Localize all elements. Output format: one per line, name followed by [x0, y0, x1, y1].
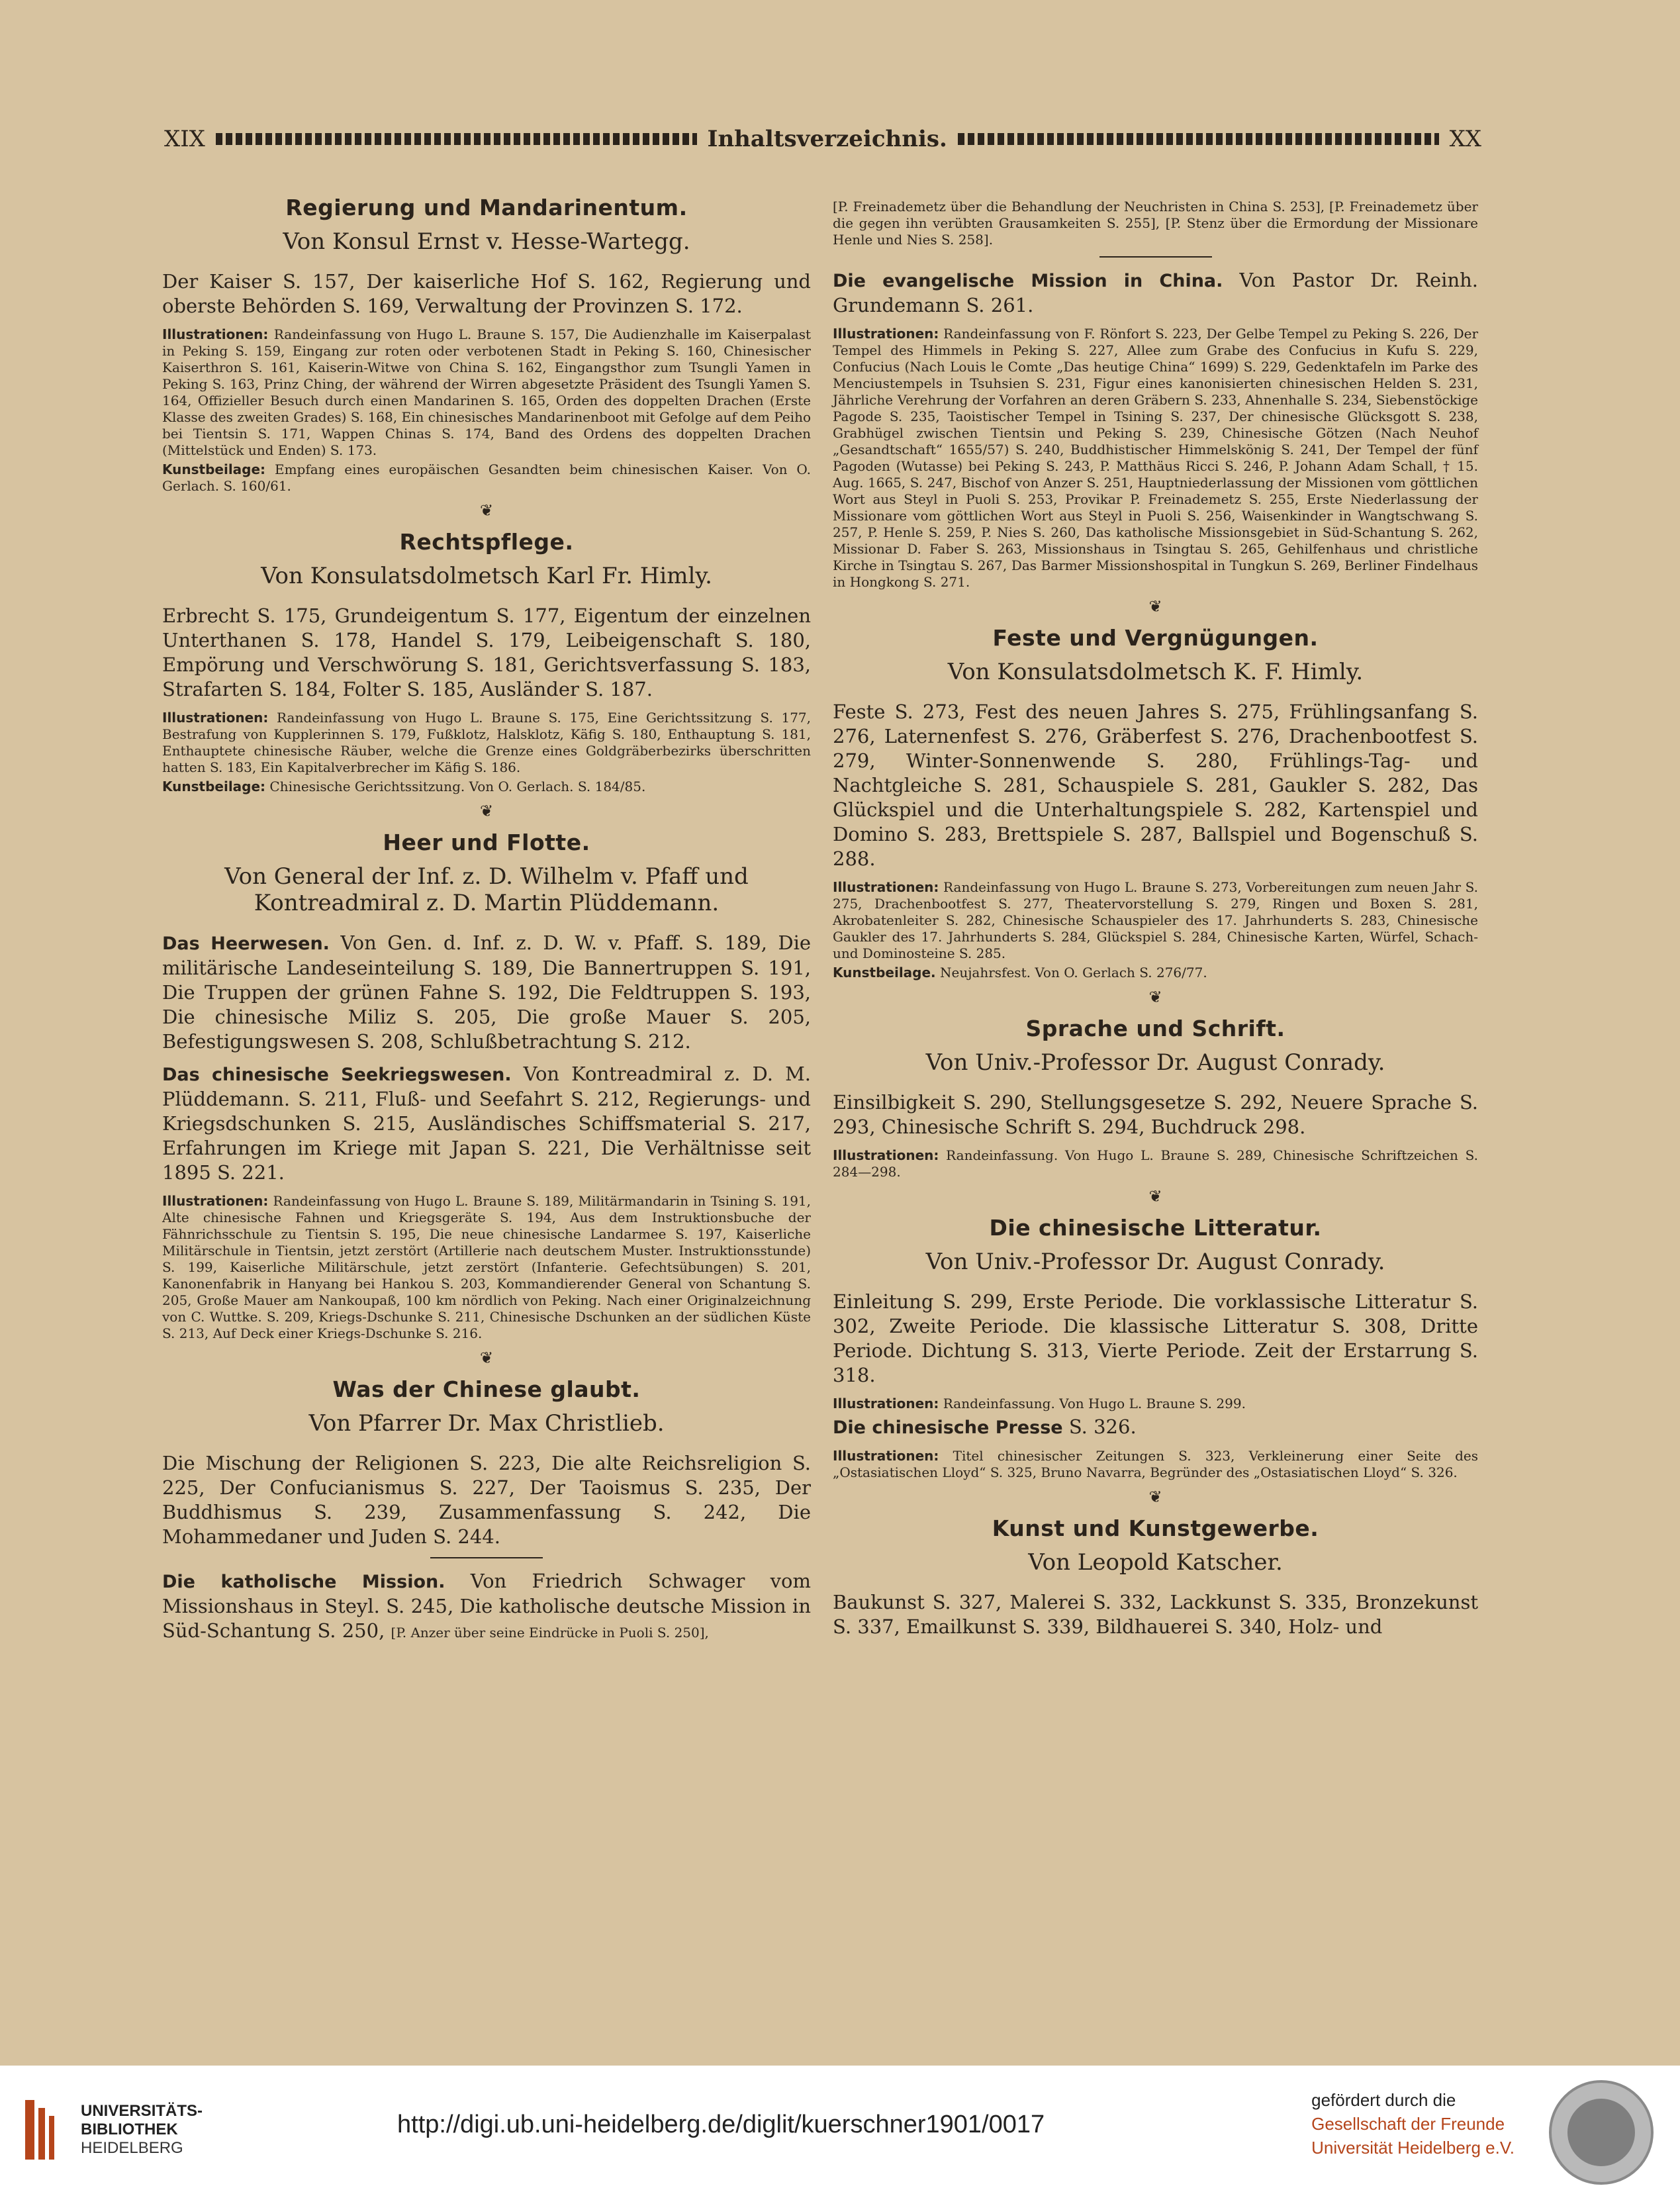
- ornament-separator: ❦: [1148, 988, 1162, 1006]
- sponsor-name-line: Gesellschaft der Freunde: [1311, 2114, 1505, 2134]
- art-supplement-text: Chinesische Gerichtssitzung. Von O. Gerlach. S. 184/85.: [269, 779, 646, 794]
- illustrations-note: [833, 1448, 1478, 1481]
- illustrations-label: Illustrationen:: [833, 879, 939, 895]
- section-body: [162, 1569, 811, 1645]
- section-author: Von Konsulatsdolmetsch K. F. Himly.: [947, 659, 1364, 685]
- running-header: [164, 126, 1481, 152]
- section-author: Von Leopold Katscher.: [1028, 1549, 1283, 1576]
- subsection-text: Von Pastor Dr. Reinh. Grundemann S. 261.: [833, 269, 1479, 316]
- section-author: Von Univ.-Professor Dr. August Conrady.: [925, 1249, 1385, 1275]
- illustrations-label: Illustrationen:: [833, 1147, 939, 1163]
- subsection-title: Die evangelische Mission in China.: [833, 271, 1223, 291]
- section-author: Von Konsul Ernst v. Hesse-Wartegg.: [283, 228, 690, 255]
- illustrations-note: [833, 326, 1478, 591]
- illustrations-label: Illustrationen:: [162, 1193, 269, 1209]
- section-author: Von Univ.-Professor Dr. August Conrady.: [925, 1049, 1385, 1076]
- section-author: Von General der Inf. z. D. Wilhelm v. Pfaff und Kontreadmiral z. D. Martin Plüddemann.: [224, 863, 749, 916]
- section-body: Erbrecht S. 175, Grundeigentum S. 177, Eigentum der einzelnen Unterthanen S. 178, Handel S. 179, Leibeigenschaft S. 180, Empörung und Verschwörung S. 181, Gerichtsverfassung S. 183, Strafarten S. 184, Folter S. 185, Ausländer S. 187.: [162, 604, 811, 700]
- subsection-title: Das Heerwesen.: [162, 933, 330, 954]
- subsection-text: S. 326.: [1068, 1415, 1137, 1438]
- illustrations-text: Randeinfassung von Hugo L. Braune S. 273, Vorbereitungen zum neuen Jahr S. 275, Drachenbootfest S. 277, Theatervorstellung S. 279, Ringen und Boxen S. 281, Akrobatenleiter S. 282, Chinesische Schauspieler des 17. Jahrhunderts S. 283, Chinesische Gaukler des 17. Jahrhunderts S. 284, Glückspiel S. 284, Chinesische Karten, Würfel, Schach- und Dominosteine S. 285.: [833, 879, 1479, 961]
- section-title: Die chinesische Litteratur.: [989, 1215, 1322, 1241]
- section-title: Rechtspflege.: [399, 529, 574, 555]
- section-body: Baukunst S. 327, Malerei S. 332, Lackkunst S. 335, Bronzekunst S. 337, Emailkunst S. 339, Bildhauerei S. 340, Holz- und: [833, 1591, 1478, 1638]
- library-name: [81, 2102, 203, 2158]
- subsection-title: Die katholische Mission.: [162, 1572, 445, 1592]
- section-title: Was der Chinese glaubt.: [332, 1376, 641, 1402]
- right-page-number: XX: [1449, 126, 1482, 152]
- illustrations-note: [162, 326, 811, 459]
- illustrations-label: Illustrationen:: [833, 326, 939, 342]
- illustrations-label: Illustrationen:: [833, 1448, 939, 1464]
- art-supplement-text: Neujahrsfest. Von O. Gerlach S. 276/77.: [940, 965, 1207, 980]
- section-title: Heer und Flotte.: [383, 830, 590, 855]
- subsection-title: Die chinesische Presse: [833, 1417, 1063, 1438]
- illustrations-text: Randeinfassung von F. Rönfort S. 223, Der Gelbe Tempel zu Peking S. 226, Der Tempel des Himmels in Peking S. 227, Allee zum Grabe des Confucius in Kufu S. 229, Confucius (Nach Louis le Comte „Das heutige China“ 1699) S. 229, Gedenktafeln im Parke des Menciustempels in Tsuhsien S. 231, Figur eines kanonisierten chinesischen Helden S. 231, Jährliche Verehrung der Vorfahren an deren Gräbern S. 233, Ahnenhalle S. 234, Siebenstöckige Pagode S. 235, Taoistischer Tempel in Tsining S. 237, Der chinesische Glücksgott S. 238, Grabhügel zwischen Tientsin und Peking S. 239, Chinesische Götzen (Nach Neuhof „Gesandtschaft“ 1655/57) S. 240, Buddhistischer Himmelskönig S. 241, Der Tempel der fünf Pagoden (Wutasse) bei Peking S. 243, P. Matthäus Ricci S. 246, P. Johann Adam Schall, † 15. Aug. 1665, S. 247, Bischof von Anzer S. 251, Hauptniederlassung der Missionen vom göttlichen Wort aus Steyl in Puoli S. 253, Provikar P. Freinademetz S. 255, Erste Niederlassung der Missionare vom göttlichen Wort aus Steyl in Puoli S. 256, Waisenkinder in Wangtschwang S. 257, P. Henle S. 259, P. Nies S. 260, Das katholische Missionsgebiet in Süd-Schantung S. 262, Missionar D. Faber S. 263, Missionshaus in Tsingtau S. 265, Gehilfenhaus und christliche Kirche in Tsingtau S. 267, Das Barmer Missionshospital in Tungkun S. 269, Berliner Findelhaus in Hongkong S. 271.: [833, 326, 1478, 590]
- ornament-separator: ❦: [1148, 1488, 1162, 1506]
- section-body: Der Kaiser S. 157, Der kaiserliche Hof S. 162, Regierung und oberste Behörden S. 169, Verwaltung der Provinzen S. 172.: [162, 270, 811, 317]
- section-title: Kunst und Kunstgewerbe.: [992, 1515, 1319, 1541]
- illustrations-note: [162, 1193, 811, 1342]
- divider-rule: [1099, 256, 1212, 258]
- illustrations-note: [833, 1396, 1478, 1412]
- section-body: [162, 931, 811, 1054]
- library-logo-icon: [19, 2093, 65, 2166]
- illustrations-note: [833, 1147, 1478, 1180]
- library-name-line: BIBLIOTHEK: [81, 2121, 178, 2138]
- illustrations-label: Illustrationen:: [833, 1396, 939, 1411]
- art-supplement-note: [162, 461, 811, 495]
- subsection-text: Von Friedrich Schwager vom Missionshaus in Steyl. S. 245, Die katholische deutsche Mission in Süd-Schantung S. 250,: [162, 1570, 811, 1642]
- subsection-text: Von Kontreadmiral z. D. M. Plüddemann. S. 211, Fluß- und Seefahrt S. 212, Regierungs- und Kriegsdschunken S. 215, Ausländisches Schiffsmaterial S. 217, Erfahrungen im Kriege mit Japan S. 221, Die Verhältnisse seit 1895 S. 221.: [162, 1063, 811, 1184]
- section-author: Von Konsulatsdolmetsch Karl Fr. Himly.: [261, 563, 712, 589]
- illustrations-text: Randeinfassung von Hugo L. Braune S. 189, Militärmandarin in Tsining S. 191, Alte chinesische Fahnen und Kriegsgeräte S. 194, Aus dem Instruktionsbuche der Fähnrichsschule zu Tientsin S. 195, Die neue chinesische Landarmee S. 197, Kaiserliche Militärschule in Tientsin, jetzt zerstört (Artillerie nach deutschem Muster. Instruktionsstunde) S. 199, Kaiserliche Militärschule, jetzt zerstört (Infanterie. Gefechtsübungen) S. 201, Kanonenfabrik in Hanyang bei Hankou S. 203, Kommandierender General von Schantung S. 205, Große Mauer am Nankoupaß, 100 km nördlich von Peking. Nach einer Originalzeichnung von C. Wuttke. S. 209, Kriegs-Dschunke S. 211, Chinesische Dschunken an der südlichen Küste S. 213, Auf Deck einer Kriegs-Dschunke S. 216.: [162, 1193, 812, 1341]
- illustrations-text: Randeinfassung von Hugo L. Braune S. 157, Die Audienzhalle im Kaiserpalast in Peking S. 159, Eingang zur roten oder verbotenen Stadt in Peking S. 160, Chinesischer Kaiserthron S. 161, Kaiserin-Witwe von China S. 162, Eingangsthor zum Tsungli Yamen in Peking S. 163, Prinz Ching, der während der Wirren abgesetzte Präsident des Tsungli Yamen S. 164, Offizieller Besuch durch einen Mandarinen S. 165, Orden des doppelten Drachen (Erste Klasse des zweiten Grades) S. 168, Ein chinesisches Mandarinenboot mit Gefolge auf dem Peiho bei Tientsin S. 171, Wappen Chinas S. 174, Band des Ordens des doppelten Drachen (Mittelstück und Enden) S. 173.: [162, 326, 812, 458]
- section-title: Sprache und Schrift.: [1025, 1016, 1285, 1041]
- funded-by-text: gefördert durch die: [1311, 2090, 1456, 2110]
- art-supplement-note: [833, 965, 1478, 981]
- illustrations-note: [833, 879, 1478, 962]
- sponsor-name-line: Universität Heidelberg e.V.: [1311, 2138, 1515, 2158]
- ornament-separator: ❦: [479, 1349, 494, 1367]
- illustrations-text: Titel chinesischer Zeitungen S. 323, Verkleinerung einer Seite des „Ostasiatischen Lloyd“ S. 325, Bruno Navarra, Begründer des „Ostasiatischen Lloyd“ S. 326.: [833, 1448, 1478, 1480]
- library-name-line: UNIVERSITÄTS-: [81, 2102, 203, 2120]
- sponsor-block: [1311, 2088, 1515, 2160]
- section-title: Feste und Vergnügungen.: [992, 625, 1319, 651]
- section-body: [833, 268, 1478, 318]
- section-body: Feste S. 273, Fest des neuen Jahres S. 275, Frühlingsanfang S. 276, Laternenfest S. 276, Gräberfest S. 276, Drachenbootfest S. 279, Winter-Sonnenwende S. 280, Frühlings-Tag- und Nachtgleiche S. 281, Schauspiele S. 281, Gaukler S. 282, Das Glückspiel und die Unterhaltungspiele S. 282, Kartenspiel und Domino S. 283, Brettspiele S. 287, Ballspiel und Bogenschuß S. 288.: [833, 700, 1478, 870]
- ornament-band-right: [958, 133, 1439, 145]
- ornament-band-left: [216, 133, 697, 145]
- illustrations-text: Randeinfassung. Von Hugo L. Braune S. 299.: [943, 1396, 1246, 1411]
- art-supplement-text: Empfang eines europäischen Gesandten beim chinesischen Kaiser. Von O. Gerlach. S. 160/61.: [162, 461, 811, 494]
- right-column: [833, 199, 1478, 1647]
- section-body: Die Mischung der Religionen S. 223, Die alte Reichsreligion S. 225, Der Confucianismus S. 227, Der Taoismus S. 235, Der Buddhismus S. 239, Zusammenfassung S. 242, Die Mohammedaner und Juden S. 244.: [162, 1452, 811, 1548]
- section-body: [833, 1415, 1478, 1440]
- section-body: [162, 1062, 811, 1185]
- section-body: Einleitung S. 299, Erste Periode. Die vorklassische Litteratur S. 302, Zweite Periode. Die klassische Litteratur S. 308, Dritte Periode. Dichtung S. 313, Vierte Periode. Zeit der Erstarrung S. 318.: [833, 1290, 1478, 1386]
- art-supplement-label: Kunstbeilage.: [833, 965, 936, 980]
- art-supplement-label: Kunstbeilage:: [162, 779, 266, 794]
- divider-rule: [430, 1557, 543, 1558]
- ornament-separator: ❦: [479, 802, 494, 820]
- footer-bar: [0, 2066, 1680, 2194]
- university-seal-icon: [1549, 2080, 1654, 2185]
- section-title: Regierung und Mandarinentum.: [285, 195, 688, 220]
- permalink-url[interactable]: http://digi.ub.uni-heidelberg.de/diglit/kuerschner1901/0017: [397, 2111, 1045, 2138]
- illustrations-note: [162, 710, 811, 776]
- illustrations-text: Randeinfassung. Von Hugo L. Braune S. 289, Chinesische Schriftzeichen S. 284—298.: [833, 1147, 1478, 1180]
- ornament-separator: ❦: [1148, 597, 1162, 616]
- library-name-line: HEIDELBERG: [81, 2139, 183, 2157]
- illustrations-label: Illustrationen:: [162, 326, 269, 342]
- section-author: Von Pfarrer Dr. Max Christlieb.: [308, 1410, 665, 1437]
- continued-note: [P. Freinademetz über die Behandlung der Neuchristen in China S. 253], [P. Freinademetz über die gegen ihn verübten Grausamkeiten S. 255], [P. Stenz über die Ermordung der Missionare Henle und Nies S. 258].: [833, 199, 1478, 248]
- illustrations-text: Randeinfassung von Hugo L. Braune S. 175, Eine Gerichtssitzung S. 177, Bestrafung von Kupplerinnen S. 179, Fußklotz, Halsklotz, Käfig S. 180, Enthauptung S. 181, Enthauptete chinesische Räuber, welche die Grenze eines Goldgräberbezirks überschritten hatten S. 183, Ein Kapitalverbrecher im Käfig S. 186.: [162, 710, 811, 775]
- ornament-separator: ❦: [479, 501, 494, 520]
- section-body: Einsilbigkeit S. 290, Stellungsgesetze S. 292, Neuere Sprache S. 293, Chinesische Schrift S. 294, Buchdruck 298.: [833, 1091, 1478, 1138]
- subsection-text: Von Gen. d. Inf. z. D. W. v. Pfaff. S. 189, Die militärische Landeseinteilung S. 189, Die Bannertruppen S. 191, Die Truppen der grünen Fahne S. 192, Die Feldtruppen S. 193, Die chinesische Miliz S. 205, Die große Mauer S. 205, Befestigungswesen S. 208, Schlußbetrachtung S. 212.: [162, 931, 812, 1053]
- art-supplement-note: [162, 779, 811, 795]
- left-page-number: XIX: [164, 126, 205, 152]
- ornament-separator: ❦: [1148, 1187, 1162, 1206]
- illustrations-label: Illustrationen:: [162, 710, 269, 726]
- left-column: [162, 185, 811, 1653]
- subsection-title: Das chinesische Seekriegswesen.: [162, 1065, 512, 1085]
- header-title: Inhaltsverzeichnis.: [707, 126, 947, 152]
- subsection-note: [P. Anzer über seine Eindrücke in Puoli S. 250],: [391, 1625, 709, 1641]
- art-supplement-label: Kunstbeilage:: [162, 461, 266, 477]
